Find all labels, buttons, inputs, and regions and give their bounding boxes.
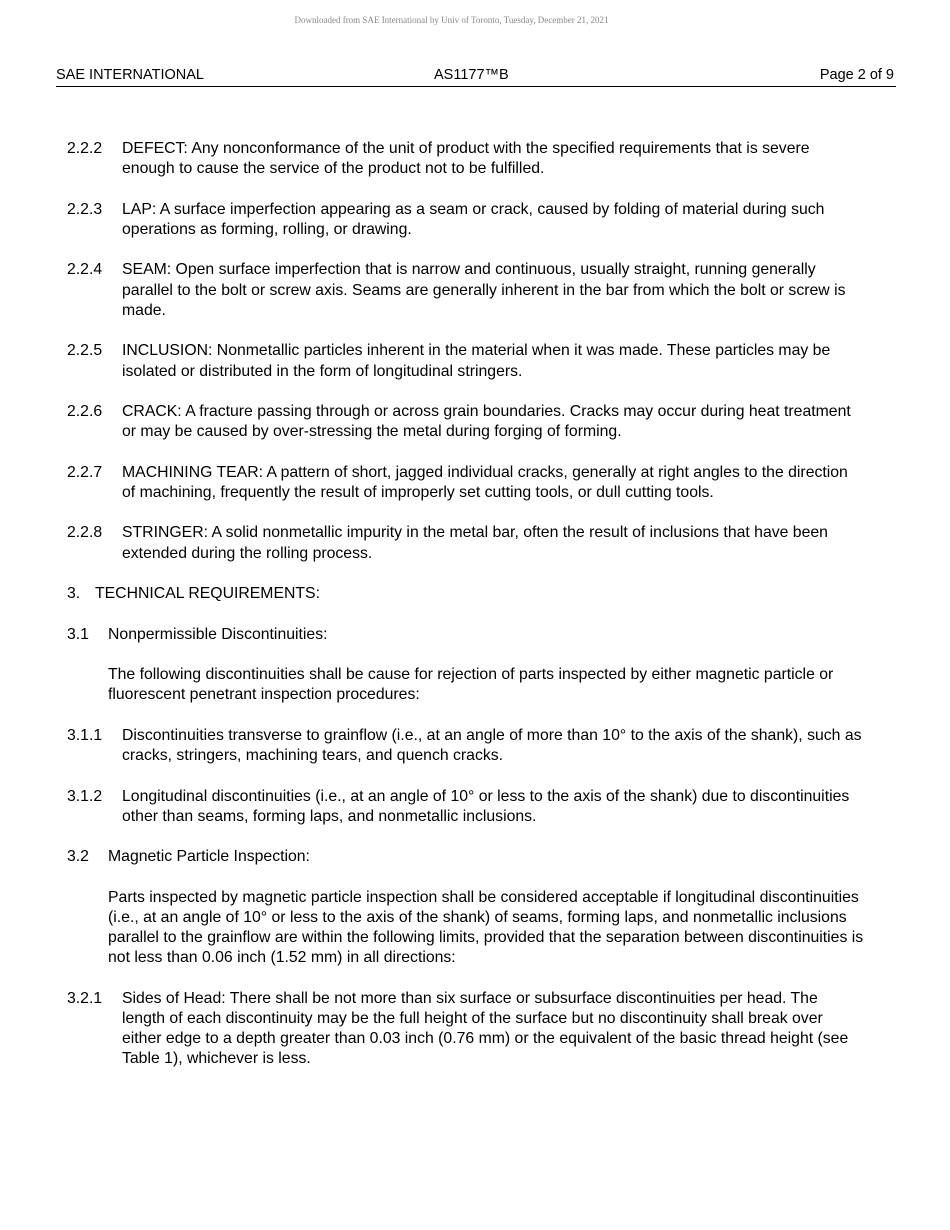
clause-text: LAP: A surface imperfection appearing as a seam or crack, caused by folding of material during such operations as forming, rolling, or drawing. (122, 200, 825, 238)
clause-text: Discontinuities transverse to grainflow (i.e., at an angle of more than 10° to the axis of the shank), such as cracks, stringers, machining tears, and quench cracks. (122, 726, 862, 765)
clause-number: 3.1.2 (67, 787, 103, 805)
clause-number: 2.2.2 (67, 140, 103, 157)
clause-text: DEFECT: Any nonconformance of the unit of product with the specified requirements that is severe enough to cause the service of the product not to be fulfilled. (122, 140, 810, 178)
definition-2-2-6 (0, 402, 950, 442)
clause-number: 2.2.3 (67, 200, 103, 218)
definition-2-2-2 (0, 139, 950, 179)
clause-number: 3.1.1 (67, 726, 103, 744)
header-doc-id: AS1177™B (434, 67, 509, 83)
clause-number: 2.2.5 (67, 342, 103, 360)
clause-number: 2.2.7 (67, 463, 103, 481)
clause-text: Sides of Head: There shall be not more than six surface or subsurface discontinuities per head. The length of each discontinuity may be the full height of the surface but no discontinuity shall break over either edge to a depth greater than 0.03 inch (0.76 mm) or the equivalent of the basic thread height (see Table 1), whichever is less. (122, 989, 849, 1068)
document-body (0, 139, 950, 1090)
definition-2-2-4 (0, 260, 950, 321)
page-header (56, 66, 896, 87)
section-3-heading (0, 584, 950, 604)
section-title: TECHNICAL REQUIREMENTS: (95, 585, 320, 603)
clause-text: INCLUSION: Nonmetallic particles inherent in the material when it was made. These particles may be isolated or distributed in the form of longitudinal stringers. (122, 342, 831, 380)
header-org: SAE INTERNATIONAL (56, 67, 204, 83)
definition-2-2-7 (0, 463, 950, 503)
header-page-number: Page 2 of 9 (819, 67, 894, 83)
clause-text: STRINGER: A solid nonmetallic impurity in the metal bar, often the result of inclusions that have been extended during the rolling process. (122, 524, 828, 562)
clause-text: Longitudinal discontinuities (i.e., at an angle of 10° or less to the axis of the shank) due to discontinuities other than seams, forming laps, and nonmetallic inclusions. (122, 787, 850, 825)
clause-text: CRACK: A fracture passing through or across grain boundaries. Cracks may occur during heat treatment or may be caused by over-stressing the metal during forging of forming. (122, 403, 851, 441)
section-3-2-body: Parts inspected by magnetic particle inspection shall be considered acceptable if longitudinal discontinuities (i.e., at an angle of 10° or less to the axis of the shank) of seams, forming laps, and nonmetallic inclusions parallel to the grainflow are within the following limits, provided that the separation between discontinuities is not less than 0.06 inch (1.52 mm) in all directions: (108, 888, 864, 967)
clause-text: SEAM: Open surface imperfection that is narrow and continuous, usually straight, running generally parallel to the bolt or screw axis. Seams are generally inherent in the bar from which the bolt or screw is made. (122, 261, 846, 319)
clause-3-2-1 (0, 989, 950, 1070)
clause-3-1-1 (0, 726, 950, 766)
section-3-2-heading (0, 847, 950, 867)
definition-2-2-5 (0, 341, 950, 381)
section-number: 3.1 (67, 625, 89, 643)
clause-number: 3.2.1 (67, 989, 103, 1007)
definition-2-2-3 (0, 200, 950, 240)
download-watermark: Downloaded from SAE International by Univ of Toronto, Tuesday, December 21, 2021 (294, 15, 609, 25)
clause-text: MACHINING TEAR: A pattern of short, jagged individual cracks, generally at right angles to the direction of machining, frequently the result of improperly set cutting tools, or dull cutting tools. (122, 463, 848, 501)
clause-number: 2.2.4 (67, 261, 103, 279)
section-3-1-heading (0, 625, 950, 645)
clause-number: 2.2.6 (67, 403, 103, 421)
section-title: Nonpermissible Discontinuities: (108, 625, 328, 643)
section-title: Magnetic Particle Inspection: (108, 848, 310, 866)
definition-2-2-8 (0, 523, 950, 563)
section-number: 3. (67, 585, 81, 603)
clause-3-1-2 (0, 787, 950, 827)
section-3-1-body: The following discontinuities shall be cause for rejection of parts inspected by either magnetic particle or fluorescent penetrant inspection procedures: (108, 666, 834, 704)
section-number: 3.2 (67, 848, 89, 866)
clause-number: 2.2.8 (67, 524, 103, 542)
